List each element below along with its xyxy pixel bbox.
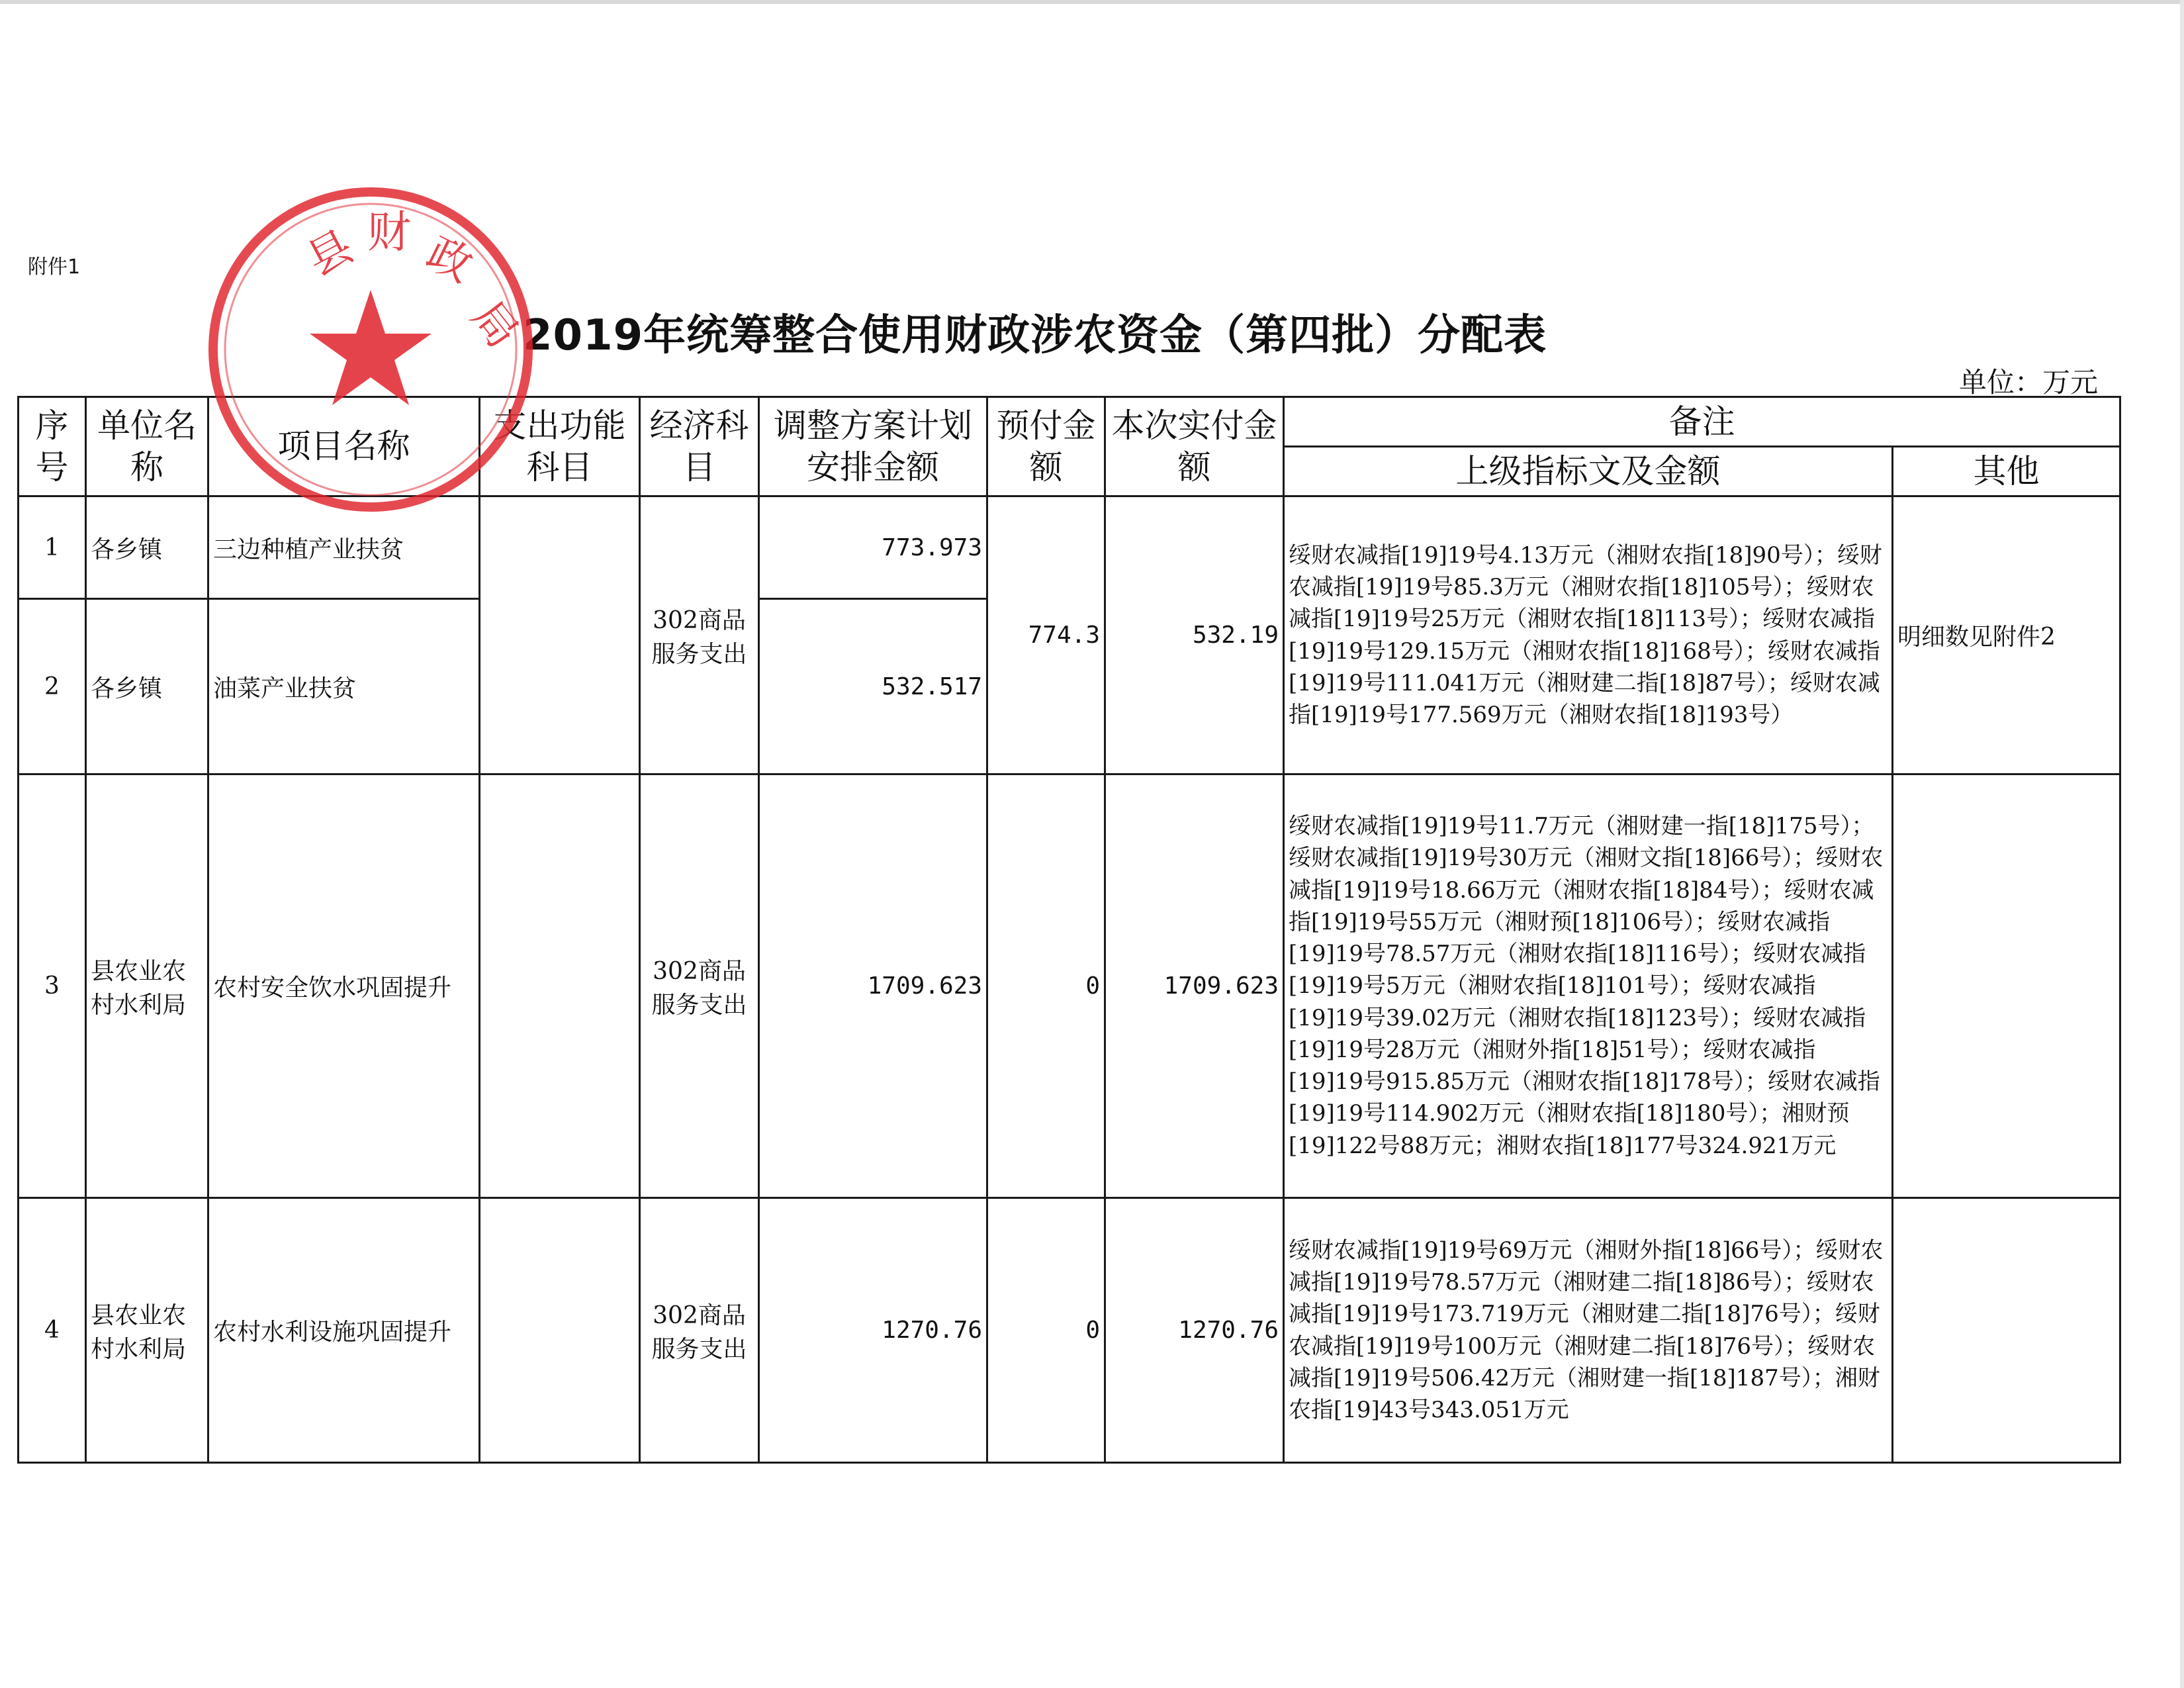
row-economic: 302商品服务支出 <box>640 496 759 774</box>
row-other: 明细数见附件2 <box>1893 496 2120 774</box>
row-superior-doc: 绥财农减指[19]19号69万元（湘财外指[18]66号）；绥财农减指[19]19号78.57万元（湘财建二指[18]86号）；绥财农减指[19]19号173.719万元（湘财建二指[18]76号）；绥财农减指[19]19号100万元（湘财建二指[18]76号）；绥财农减指[19]19号506.42万元（湘财建一指[18]187号）；湘财农指[19]43号343.051万元 <box>1284 1198 1893 1463</box>
row-unit: 各乡镇 <box>86 496 208 599</box>
row-seq: 2 <box>19 599 86 774</box>
row-actual: 1709.623 <box>1105 774 1284 1198</box>
svg-text:财: 财 <box>367 207 411 258</box>
row-seq: 1 <box>19 496 86 599</box>
row-prepaid: 774.3 <box>987 496 1105 774</box>
row-other <box>1893 774 2120 1198</box>
row-prepaid: 0 <box>987 1198 1105 1463</box>
row-unit: 县农业农村水利局 <box>86 774 208 1198</box>
header-project-name: 项目名称 <box>208 397 480 496</box>
header-actual-pay: 本次实付金额 <box>1105 397 1284 496</box>
row-plan: 773.973 <box>759 496 987 599</box>
row-plan: 532.517 <box>759 599 987 774</box>
row-project: 三边种植产业扶贫 <box>208 496 480 599</box>
row-superior-doc: 绥财农减指[19]19号11.7万元（湘财建一指[18]175号）；绥财农减指[19]19号30万元（湘财文指[18]66号）；绥财农减指[19]19号18.66万元（湘财农指[18]84号）；绥财农减指[19]19号55万元（湘财预[18]106号）；绥财农减指[19]19号78.57万元（湘财农指[18]116号）；绥财农减指[19]19号5万元（湘财农指[18]101号）；绥财农减指[19]19号39.02万元（湘财农指[18]123号）；绥财农减指[19]19号28万元（湘财外指[18]51号）；绥财农减指[19]19号915.85万元（湘财农指[18]178号）；绥财农减指[19]19号114.902万元（湘财农指[18]180号）；湘财预[19]122号88万元；湘财农指[18]177号324.921万元 <box>1284 774 1893 1198</box>
scan-right-edge <box>2180 0 2184 1688</box>
row-economic: 302商品服务支出 <box>640 1198 759 1463</box>
svg-text:局: 局 <box>461 291 529 357</box>
row-actual: 1270.76 <box>1105 1198 1284 1463</box>
row-function-subject <box>480 774 640 1198</box>
unit-label: 单位：万元 <box>1959 366 2099 399</box>
table-row <box>19 1198 2120 1463</box>
row-actual: 532.19 <box>1105 496 1284 774</box>
scan-top-edge <box>0 0 2184 4</box>
row-superior-doc: 绥财农减指[19]19号4.13万元（湘财农指[18]90号）；绥财农减指[19]19号85.3万元（湘财农指[18]105号）；绥财农减指[19]19号25万元（湘财农指[18]113号）；绥财农减指[19]19号129.15万元（湘财农指[18]168号）；绥财农减指[19]19号111.041万元（湘财建二指[18]87号）；绥财农减指[19]19号177.569万元（湘财农指[18]193号） <box>1284 496 1893 774</box>
svg-text:县: 县 <box>298 220 361 287</box>
header-plan-amount: 调整方案计划安排金额 <box>759 397 987 496</box>
row-prepaid: 0 <box>987 774 1105 1198</box>
row-project: 农村水利设施巩固提升 <box>208 1198 480 1463</box>
header-function-subject: 支出功能科目 <box>480 397 640 496</box>
header-other: 其他 <box>1893 447 2120 496</box>
official-seal-icon <box>199 177 543 522</box>
header-superior-doc: 上级指标文及金额 <box>1284 447 1893 496</box>
row-economic: 302商品服务支出 <box>640 774 759 1198</box>
attachment-label: 附件1 <box>28 256 81 279</box>
row-other <box>1893 1198 2120 1463</box>
table-row <box>19 774 2120 1198</box>
header-economic-subject: 经济科目 <box>640 397 759 496</box>
row-unit: 各乡镇 <box>86 599 208 774</box>
header-remarks: 备注 <box>1284 397 2120 447</box>
row-project: 油菜产业扶贫 <box>208 599 480 774</box>
svg-text:政: 政 <box>418 227 481 293</box>
row-function-subject <box>480 496 640 774</box>
row-unit: 县农业农村水利局 <box>86 1198 208 1463</box>
row-project: 农村安全饮水巩固提升 <box>208 774 480 1198</box>
header-prepaid: 预付金额 <box>987 397 1105 496</box>
header-unit-name: 单位名称 <box>86 397 208 496</box>
row-seq: 3 <box>19 774 86 1198</box>
row-plan: 1270.76 <box>759 1198 987 1463</box>
row-function-subject <box>480 1198 640 1463</box>
header-seq: 序号 <box>19 397 86 496</box>
allocation-table <box>17 396 2121 1464</box>
page-title: 2019年统筹整合使用财政涉农资金（第四批）分配表 <box>523 311 1547 360</box>
row-plan: 1709.623 <box>759 774 987 1198</box>
row-seq: 4 <box>19 1198 86 1463</box>
